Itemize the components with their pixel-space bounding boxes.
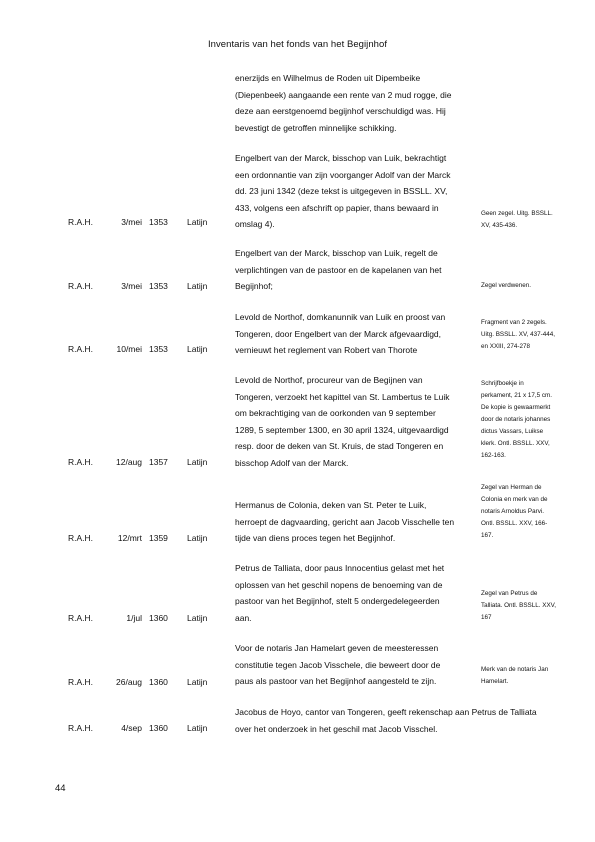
entry-note: [481, 280, 567, 292]
note-line: XV, 435-436.: [481, 222, 518, 229]
text-line: Voor de notaris Jan Hamelart geven de meesteressen: [235, 643, 439, 653]
text-line: Engelbert van der Marck, bisschop van Luik, bekrachtigt: [235, 153, 447, 163]
entry-language: Latijn: [187, 281, 208, 291]
entry-description: [235, 150, 480, 233]
text-line: Levold de Northof, domkanunnik van Luik en proost van: [235, 312, 446, 322]
entry-note: [481, 208, 567, 232]
text-line: over het onderzoek in het geschil mat Jacob Visschel.: [235, 723, 438, 734]
note-line: Talliata. Ontl. BSSLL. XXV,: [481, 602, 557, 609]
text-line: 433, volgens een afschrift op papier, thans bewaard in: [235, 202, 439, 213]
entry-year: 1353: [149, 217, 168, 227]
text-line: verplichtingen van de pastoor en de kapelanen van het: [235, 264, 442, 275]
note-line: Zegel verdwenen.: [481, 282, 532, 289]
text-line: bisschop Adolf van der Marck.: [235, 457, 349, 468]
text-line: constitutie tegen Jacob Visschele, die beweert door de: [235, 659, 441, 670]
entry-language: Latijn: [187, 723, 208, 733]
text-line: een ordonnantie van zijn voorganger Adolf van der Marck: [235, 169, 451, 180]
entry-language: Latijn: [187, 613, 208, 623]
note-line: 167.: [481, 532, 494, 539]
text-line: oplossen van het geschil nopens de benoeming van de: [235, 579, 443, 590]
text-line: Levold de Northof, procureur van de Begijnen van: [235, 375, 423, 385]
note-line: Uitg. BSSLL. XV, 437-444,: [481, 331, 555, 338]
entry-description: [235, 309, 480, 359]
entry-archive: R.A.H.: [68, 457, 94, 467]
entry-date: 4/sep: [121, 723, 142, 733]
entry-date: 12/aug: [116, 457, 142, 467]
entry-note: [481, 664, 567, 688]
entry-note: [481, 378, 567, 462]
text-line: bevestigt de getroffen minnelijke schikking.: [235, 122, 397, 133]
entry-archive: R.A.H.: [68, 677, 94, 687]
text-line: Begijnhof;: [235, 281, 273, 291]
note-line: perkament, 21 x 17,5 cm.: [481, 392, 553, 399]
text-line: 1289, 5 september 1300, en 30 april 1324, uitgevaardigd: [235, 424, 449, 435]
note-line: Geen zegel. Uitg. BSSLL.: [481, 210, 553, 217]
text-line: aan.: [235, 612, 252, 623]
entry-date: 10/mei: [116, 344, 142, 354]
text-line: resp. door de deken van St. Kruis, de stad Tongeren en: [235, 441, 444, 451]
note-line: Colonia en merk van de: [481, 496, 548, 503]
text-line: deze aan eerstgenoemd begijnhof verschuldigd was. Hij: [235, 106, 446, 116]
entry-note: [481, 317, 567, 353]
note-line: Schrijfboekje in: [481, 380, 524, 387]
entry-language: Latijn: [187, 533, 208, 543]
entry-date: 26/aug: [116, 677, 142, 687]
text-line: omslag 4).: [235, 219, 275, 229]
entry-archive: R.A.H.: [68, 281, 94, 291]
note-line: Hamelart.: [481, 678, 509, 685]
note-line: Zegel van Herman de: [481, 484, 542, 491]
entry-year: 1353: [149, 344, 168, 354]
note-line: Fragment van 2 zegels.: [481, 319, 547, 326]
text-line: vernieuwt het reglement van Robert van Thorote: [235, 345, 418, 355]
note-line: 167: [481, 614, 492, 621]
entry-year: 1360: [149, 723, 168, 733]
entry-note: [481, 482, 567, 542]
entry-year: 1359: [149, 533, 168, 543]
entry-language: Latijn: [187, 217, 208, 227]
entry-description: [235, 704, 537, 737]
entry-archive: R.A.H.: [68, 344, 94, 354]
note-line: notaris Arnoldus Parvi.: [481, 508, 544, 515]
text-line: paus als pastoor van het Begijnhof aangesteld te zijn.: [235, 676, 437, 686]
text-line: enerzijds en Wilhelmus de Roden uit Dipembeike: [235, 73, 421, 83]
text-line: (Diepenbeek) aangaande een rente van 2 mud rogge, die: [235, 89, 452, 100]
note-line: Zegel van Petrus de: [481, 590, 538, 597]
entry-description: [235, 372, 480, 471]
entry-description: [235, 245, 480, 295]
text-line: herroept de dagvaarding, gericht aan Jacob Visschelle ten: [235, 516, 455, 527]
text-line: Jacobus de Hoyo, cantor van Tongeren, geeft rekenschap aan Petrus de Talliata: [235, 707, 537, 717]
entry-date: 1/jul: [126, 613, 142, 623]
text-line: Tongeren, door Engelbert van der Marck afgevaardigd,: [235, 328, 442, 339]
note-line: Ontl. BSSLL. XXV, 166-: [481, 520, 548, 527]
text-line: pastoor van het Begijnhof, stelt 5 ondergedelegeerden: [235, 596, 440, 606]
entry-year: 1357: [149, 457, 168, 467]
page-header-title: Inventaris van het fonds van het Begijnhof: [207, 39, 388, 50]
text-line: om bekrachtiging van de oorkonden van 9 september: [235, 408, 436, 418]
entry-description: [235, 560, 480, 626]
text-line: tijde van diens proces tegen het Begijnhof.: [235, 533, 396, 543]
note-line: door de notaris johannes: [481, 416, 551, 423]
note-line: en XXIII, 274-278: [481, 343, 531, 350]
text-line: dd. 23 juni 1342 (deze tekst is uitgegeven in BSSLL. XV,: [235, 186, 448, 196]
entry-language: Latijn: [187, 344, 208, 354]
note-line: Merk van de notaris Jan: [481, 666, 549, 673]
entry-archive: R.A.H.: [68, 613, 94, 623]
text-line: Tongeren, verzoekt het kapittel van St. Lambertus te Luik: [235, 391, 450, 402]
text-line: Hermanus de Colonia, deken van St. Peter te Luik,: [235, 500, 427, 510]
entry-archive: R.A.H.: [68, 723, 94, 733]
text-line: Engelbert van der Marck, bisschop van Luik, regelt de: [235, 248, 438, 258]
entry-archive: R.A.H.: [68, 533, 94, 543]
entry-description: [235, 640, 480, 690]
entry-year: 1353: [149, 281, 168, 291]
entry-date: 3/mei: [121, 217, 142, 227]
entry-language: Latijn: [187, 677, 208, 687]
text-line: Petrus de Talliata, door paus Innocentius gelast met het: [235, 563, 445, 573]
entry-year: 1360: [149, 613, 168, 623]
page-number: 44: [55, 783, 66, 794]
note-line: klerk. Ontl. BSSLL. XXV,: [481, 440, 550, 447]
entry-language: Latijn: [187, 457, 208, 467]
entry-note: [481, 588, 567, 624]
entry-year: 1360: [149, 677, 168, 687]
note-line: De kopie is gewaarmerkt: [481, 404, 551, 411]
note-line: 162-163.: [481, 452, 506, 459]
entry-description: [235, 497, 480, 547]
entry-archive: R.A.H.: [68, 217, 94, 227]
entry-date: 3/mei: [121, 281, 142, 291]
entry-date: 12/mrt: [117, 533, 142, 543]
note-line: dictus Vassars, Luikse: [481, 428, 544, 435]
continuation-text: [235, 70, 480, 136]
